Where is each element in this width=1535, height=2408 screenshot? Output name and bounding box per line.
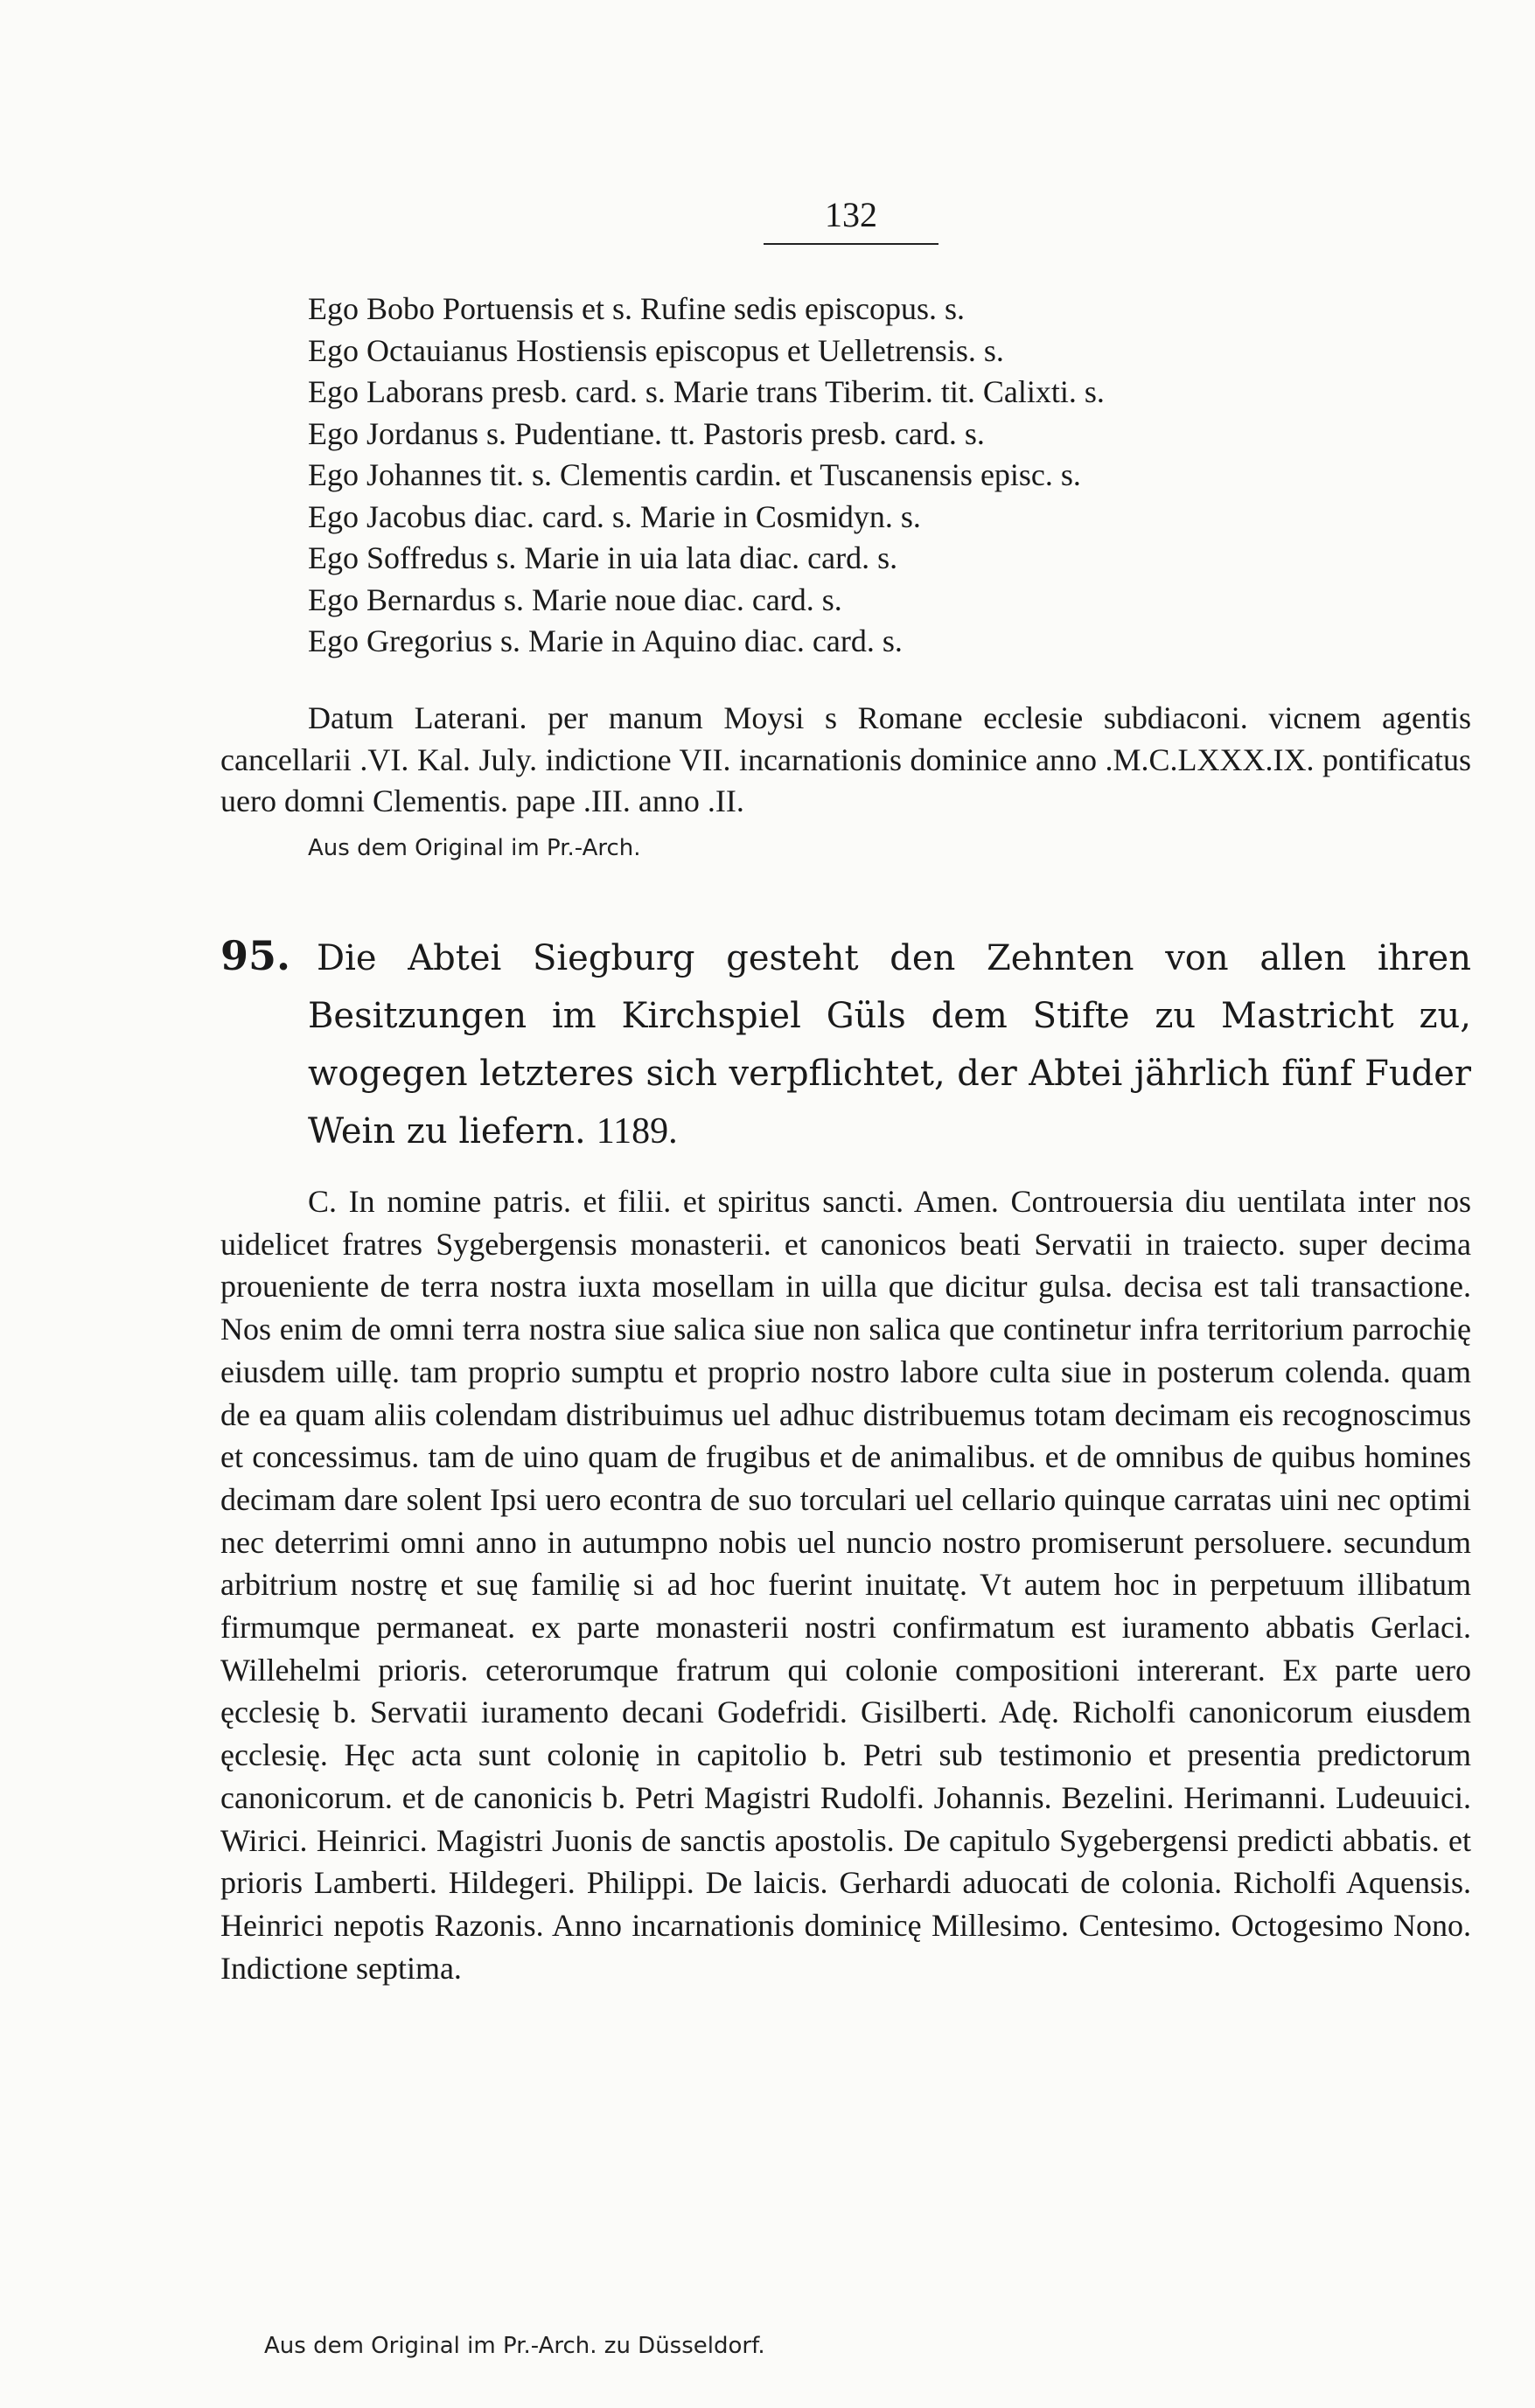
document-number: 95. [220, 932, 291, 979]
signatory-line: Ego Bobo Portuensis et s. Rufine sedis episcopus. s. [308, 291, 965, 326]
signatory-line: Ego Laborans presb. card. s. Marie trans Tiberim. tit. Calixti. s. [308, 374, 1105, 409]
document-heading [220, 927, 1471, 1160]
signatory-line: Ego Octauianus Hostiensis episcopus et Uelletrensis. s. [308, 332, 1004, 368]
signatory-line: Ego Jacobus diac. card. s. Marie in Cosmidyn. s. [308, 498, 921, 534]
signatory-list [308, 289, 1471, 663]
charter-text: C. In nomine patris. et filii. et spiritus sancti. Amen. Controuersia diu uentilata inter nos uidelicet fratres Sygebergensis monasterii. et canonicos beati Servatii in traiecto. super decima proueniente de terra nostra iuxta mosellam in uilla que dicitur gulsa. decisa est tali transactione. Nos enim de omni terra nostra siue salica siue non salica que continetur infra territorium parrochię eiusdem uillę. tam proprio sumptu et proprio nostro labore culta siue in posterum colenda. quam de ea quam aliis colendam distribuimus uel adhuc distribuemus totam decimam eis recognoscimus et concessimus. tam de uino quam de frugibus et de animalibus. et de omnibus de quibus homines decimam dare solent Ipsi uero econtra de suo torculari uel cellario quinque carratas uini nec optimi nec deterrimi omni anno in autumpno nobis uel nuncio nostro promiserunt persoluere. secundum arbitrium nostrę et suę familię si ad hoc fuerint inuitatę. Vt autem hoc in perpetuum illibatum firmumque permaneat. ex parte monasterii nostri confirmatum est iuramento abbatis Gerlaci. Willehelmi prioris. ceterorumque fratrum qui colonie compositioni intererant. Ex parte uero ęcclesię b. Servatii iuramento decani Godefridi. Gisilberti. Adę. Richolfi canonicorum eiusdem ęcclesię. Hęc acta sunt colonię in capitolio b. Petri sub testimonio et presentia predictorum canonicorum. et de canonicis b. Petri Magistri Rudolfi. Johannis. Bezelini. Herimanni. Ludeuuici. Wirici. Heinrici. Magistri Juonis de sanctis apostolis. De capitulo Sygebergensi predicti abbatis. et prioris Lamberti. Hildegeri. Philippi. De laicis. Gerhardi aduocati de colonia. Richolfi Aquensis. Heinrici nepotis Razonis. Anno incarnationis dominicę Millesimo. Centesimo. Octogesimo Nono. Indictione septima. [220, 1184, 1471, 1986]
heading-year: 1189. [596, 1111, 678, 1152]
signatory-line: Ego Jordanus s. Pudentiane. tt. Pastoris presb. card. s. [308, 415, 985, 451]
signatory-line: Ego Gregorius s. Marie in Aquino diac. card. s. [308, 623, 903, 658]
source-note-dusseldorf: Aus dem Original im Pr.-Arch. zu Düsseldorf. [264, 2333, 765, 2359]
heading-text: Die Abtei Siegburg gesteht den Zehnten von allen ihren Besitzungen im Kirchspiel Güls dem Stifte zu Mastricht zu, wogegen letzteres sich verpflichtet, der Abtei jährlich fünf Fuder Wein zu liefern. [308, 938, 1471, 1152]
dating-clause [220, 698, 1471, 823]
page-number: 132 [764, 194, 938, 245]
signatory-line: Ego Bernardus s. Marie noue diac. card. s. [308, 581, 842, 617]
source-note-original: Aus dem Original im Pr.-Arch. [308, 835, 641, 861]
dating-paragraph: Datum Laterani. per manum Moysi s Romane ecclesie subdiaconi. vicnem agentis cancellarii .VI. Kal. July. indictione VII. incarnationis dominice anno .M.C.LXXX.IX. pontificatus uero domni Clementis. pape .III. anno .II. [220, 700, 1471, 818]
signatory-line: Ego Johannes tit. s. Clementis cardin. et Tuscanensis episc. s. [308, 457, 1081, 492]
signatory-line: Ego Soffredus s. Marie in uia lata diac. card. s. [308, 540, 898, 575]
